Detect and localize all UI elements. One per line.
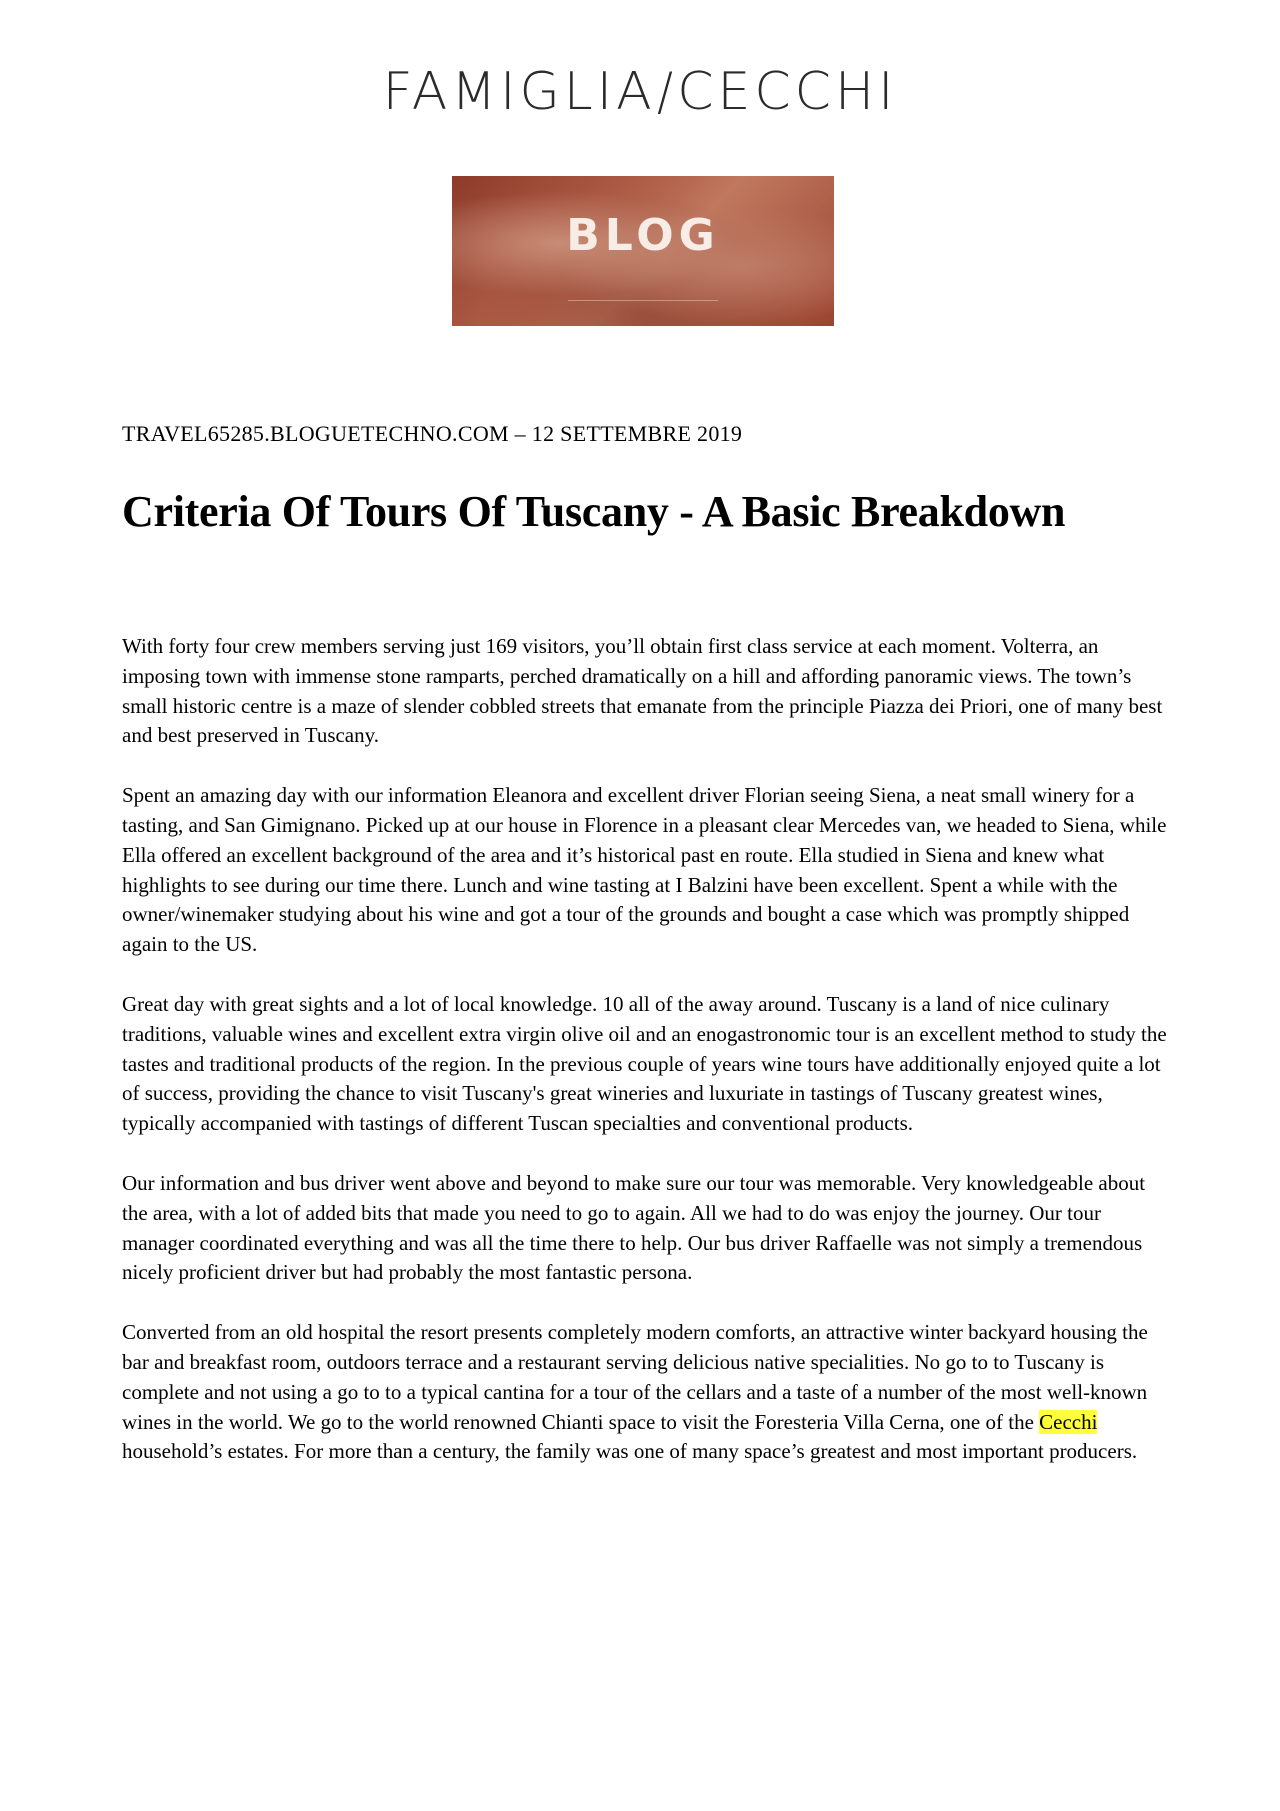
article-paragraph-2: Spent an amazing day with our information Eleanora and excellent driver Florian seeing Siena, a neat small winery for a tasting, and San Gimignano. Picked up at our house in Florence in a pleasant clear Mercedes van, we headed to Siena, while Ella offered an excellent background of the area and it’s historical past en route. Ella studied in Siena and knew what highlights to see during our time there. Lunch and wine tasting at I Balzini have been excellent. Spent a while with the owner/winemaker studying about his wine and got a tour of the grounds and bought a case which was promptly shipped again to the US.: [122, 783, 1167, 957]
article-paragraph-1: With forty four crew members serving just 169 visitors, you’ll obtain first class service at each moment. Volterra, an imposing town with immense stone ramparts, perched dramatically on a hill and affording panoramic views. The town’s small historic centre is a maze of slender cobbled streets that emanate from the principle Piazza dei Priori, one of many best and best preserved in Tuscany.: [122, 634, 1163, 748]
paragraph-5-text-before: Converted from an old hospital the resort presents completely modern comforts, an attractive winter backyard housing the bar and breakfast room, outdoors terrace and a restaurant serving delicious native specialities. No go to to Tuscany is complete and not using a go to to a typical cantina for a tour of the cellars and a taste of a number of the most well-known wines in the world. We go to the world renowned Chianti space to visit the Foresteria Villa Cerna, one of the: [122, 1320, 1148, 1434]
banner-divider: [568, 300, 718, 301]
logo-part-famiglia: FAMIGLIA: [382, 62, 656, 122]
article-title: Criteria Of Tours Of Tuscany - A Basic Breakdown: [122, 487, 1066, 536]
famiglia-cecchi-logo[interactable]: [0, 62, 1280, 122]
blog-banner-label: BLOG: [566, 210, 720, 261]
article-paragraph-4: Our information and bus driver went above and beyond to make sure our tour was memorable. Very knowledgeable about the area, with a lot of added bits that made you need to go to again. All we had to do was enjoy the journey. Our tour manager coordinated everything and was all the time there to help. Our bus driver Raffaelle was not simply a tremendous nicely proficient driver but had probably the most fantastic persona.: [122, 1170, 1146, 1285]
logo-part-cecchi: CECCHI: [677, 62, 898, 122]
logo-separator: /: [656, 62, 677, 122]
highlighted-term: Cecchi: [1039, 1409, 1098, 1434]
article-paragraph-3: Great day with great sights and a lot of local knowledge. 10 all of the away around. Tuscany is a land of nice culinary traditions, valuable wines and excellent extra virgin olive oil and an enogastronomic tour is an excellent method to study the tastes and traditional products of the region. In the previous couple of years wine tours have additionally enjoyed quite a lot of success, providing the chance to visit Tuscany's great wineries and luxuriate in tastings of Tuscany greatest wines, typically accompanied with tastings of different Tuscan specialties and conventional products.: [122, 991, 1167, 1136]
blog-banner[interactable]: [452, 176, 834, 326]
paragraph-5-text-after: household’s estates. For more than a century, the family was one of many space’s greatest and most important producers.: [122, 1439, 1138, 1464]
article-meta: TRAVEL65285.BLOGUETECHNO.COM – 12 SETTEMBRE 2019: [122, 421, 743, 446]
article-body: [122, 632, 1170, 1497]
article-paragraph-5: [122, 1318, 1170, 1467]
